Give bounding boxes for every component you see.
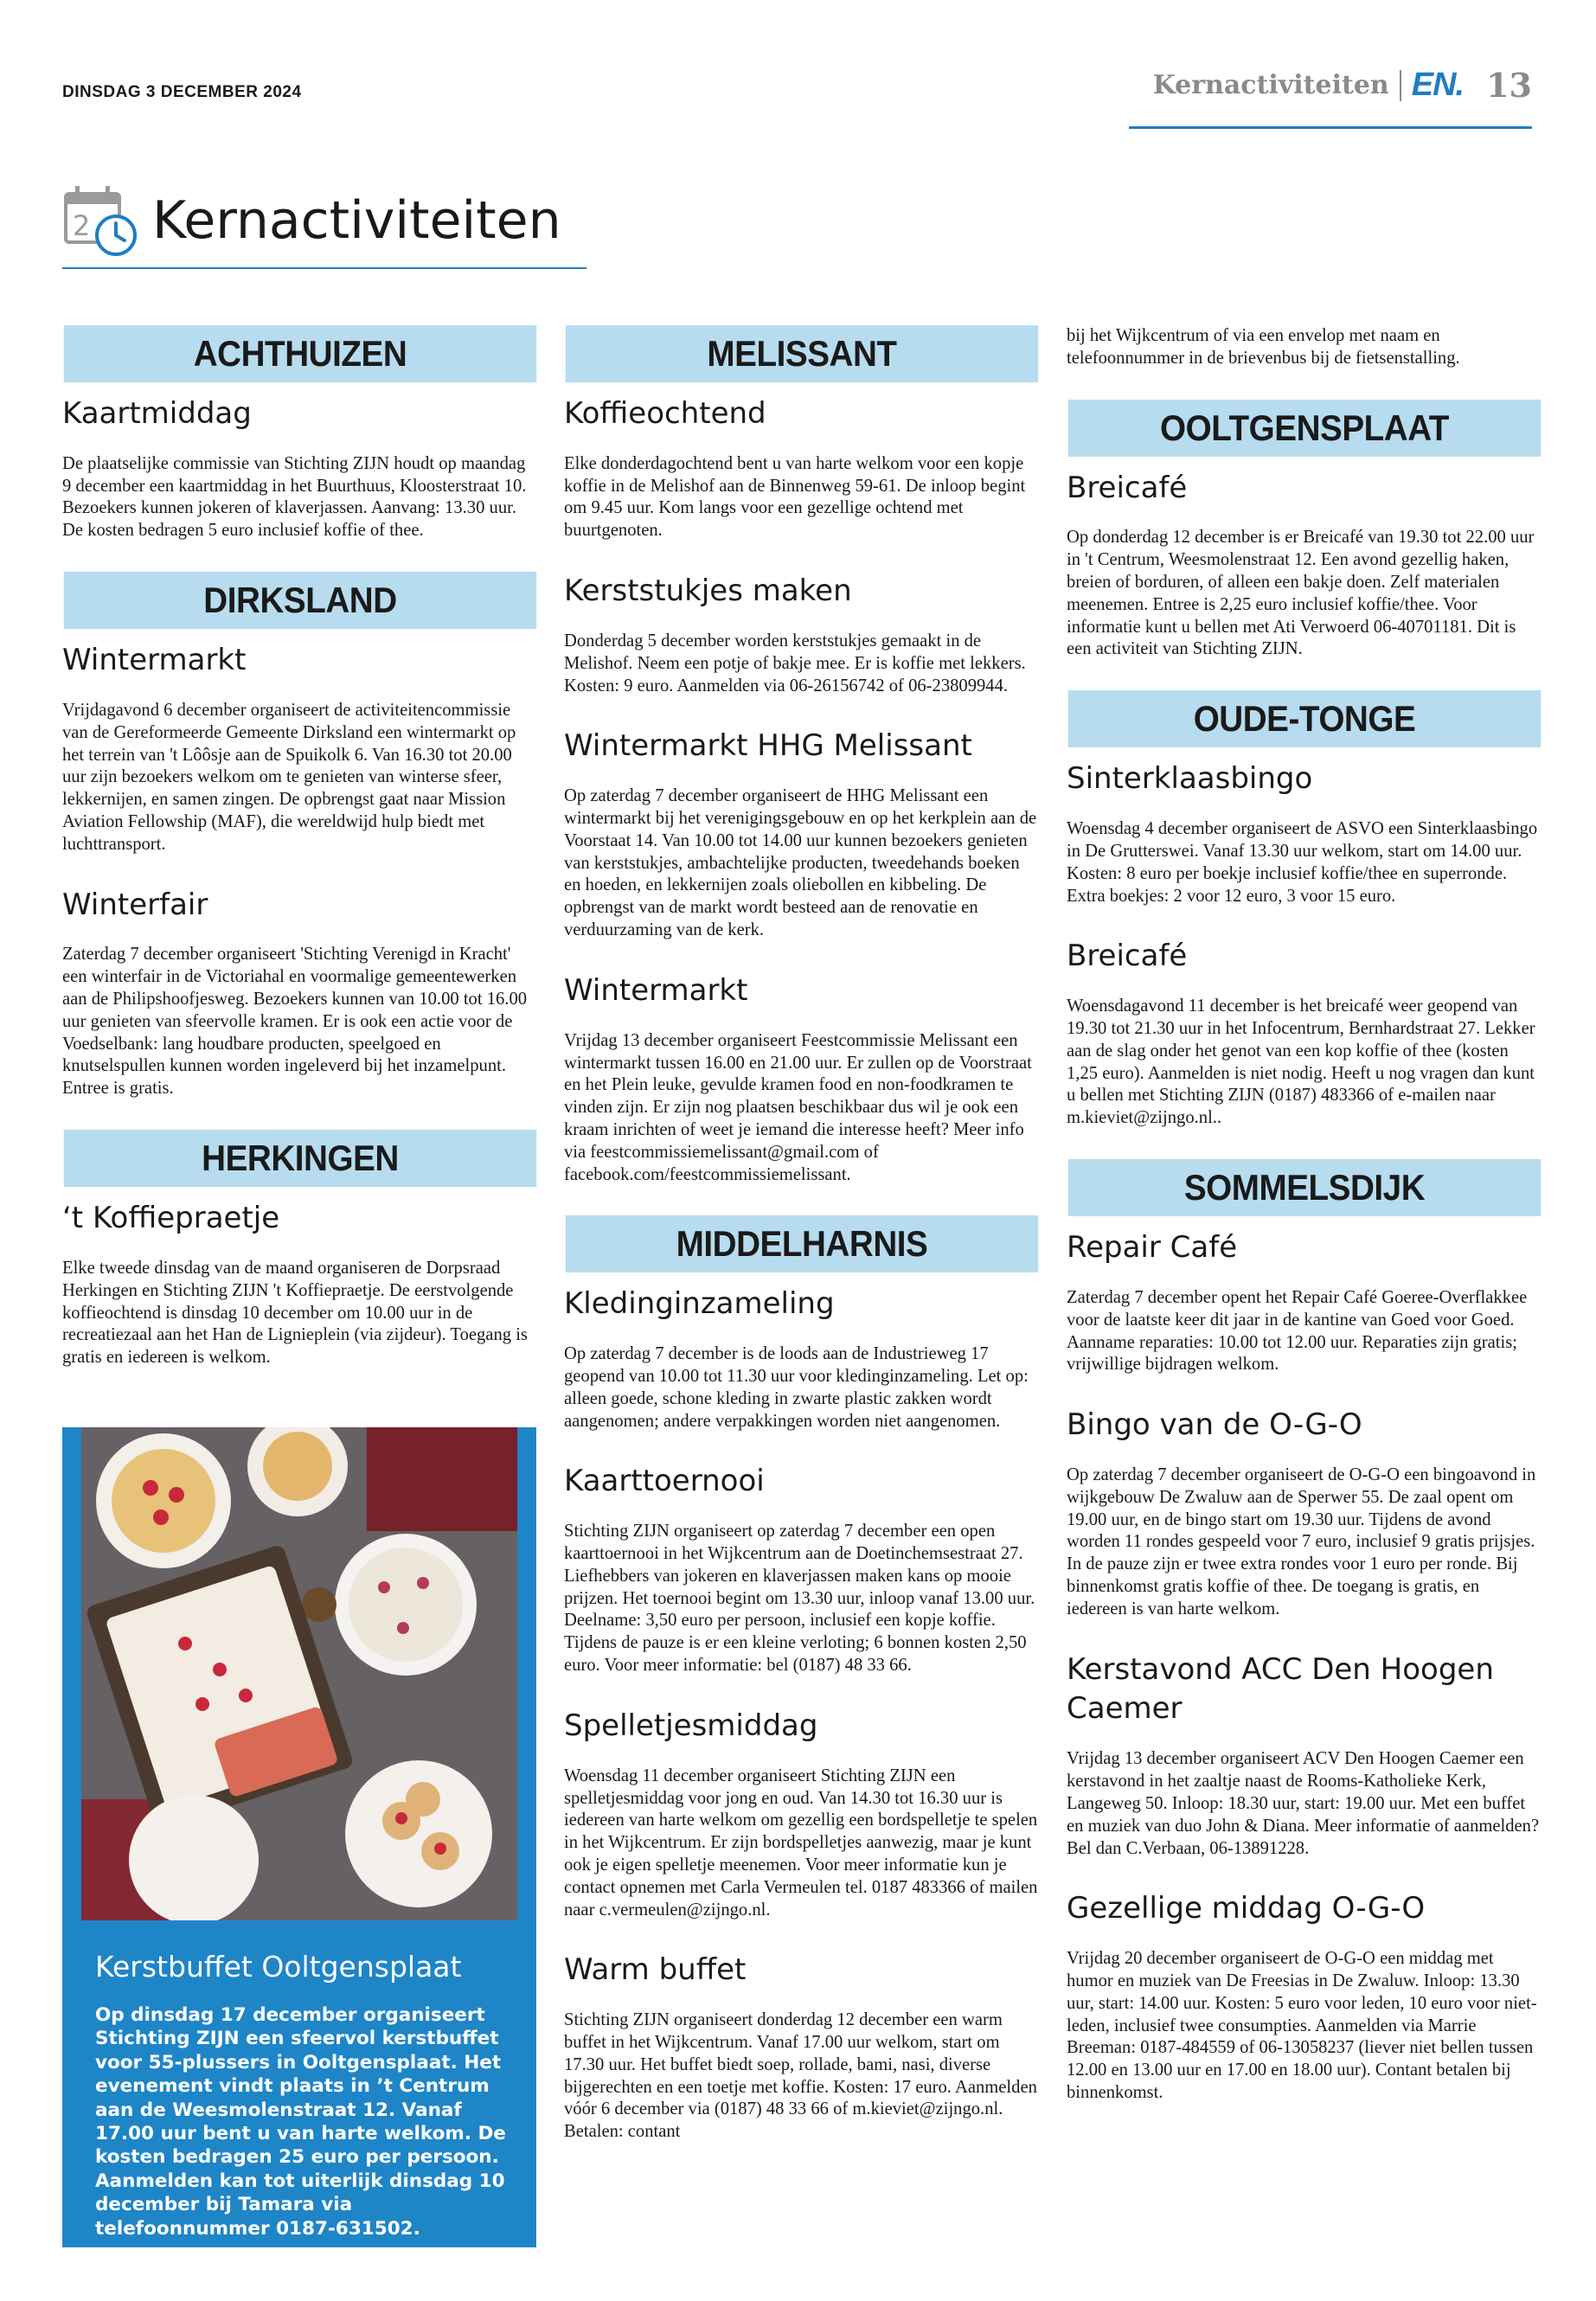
column-1 [62,325,538,1399]
town-banner [1067,1159,1542,1216]
article-body: Op zaterdag 7 december organiseert de HHG Melissant een wintermarkt bij het verenigingsgebouw en op het kerkplein aan de Voorstaat 14. Van 10.00 tot 14.00 uur kunnen bezoekers genieten van kerststukjes, ambachtelijke producten, tweedehands boeken en hoeden, en lekkernijen zoals oliebollen en kibbeling. De opbrengst van de markt wordt besteed aan de renovatie en verduurzaming van de kerk. [564,786,1037,940]
article-heading: Warm buffet [564,1952,747,1988]
article-heading: Kerstavond ACC Den Hoogen Caemer [1067,1651,1494,1727]
article-heading: Wintermarkt HHG Melissant [564,728,972,764]
town-banner [62,325,538,382]
page-header [1153,66,1532,105]
newspaper-logo: EN. [1411,67,1465,103]
article-body: bij het Wijkcentrum of via een envelop met naam en telefoonnummer in de brievenbus bij de fietsenstalling. [1067,326,1460,368]
article-heading: Kerststukjes maken [564,574,852,609]
article-body: Woensdag 11 december organiseert Stichting ZIJN een spelletjesmiddag voor jong en oud. Van 14.30 tot 16.30 uur is iedereen van harte welkom om gezellig een bordspelletje te spelen in het Wijkcentrum. Er zijn bordspelletjes aanwezig, maar je kunt ook je eigen spelletje meenemen. Voor meer informatie kun je contact opnemen met Carla Vermeulen tel. 0187 483366 of mailen naar c.vermeulen@zijngo.nl. [564,1766,1038,1920]
article-body: Vrijdag 13 december organiseert ACV Den Hoogen Caemer een kerstavond in het zaaltje naast de Rooms-Katholieke Kerk, Langeweg 50. Inloop: 18.30 uur, start: 19.00 uur. Met een buffet en muziek van duo John & Diana. Meer informatie of aanmelden? Bel dan C.Verbaan, 06-13891228. [1067,1749,1540,1858]
town-banner [1067,690,1542,747]
town-name: DIRKSLAND [64,572,536,629]
article-body: Stichting ZIJN organiseert op zaterdag 7 december een open kaarttoernooi in het Wijkcentrum aan de Doetinchemsestraat 27. Liefhebbers van jokeren en klaverjassen maken kans op mooie prijzen. Het toernooi begint om 13.30 uur, inloop vanaf 13.00 uur. Deelname: 3,50 euro per persoon, inclusief een kopje koffie. Tijdens de pauze is er een kleine verloting; 6 bonnen kosten 2,50 euro. Voor meer informatie: bel (0187) 48 33 66. [564,1522,1035,1676]
issue-date: DINSDAG 3 DECEMBER 2024 [62,83,302,101]
article-heading: Kledinginzameling [564,1286,835,1322]
article-body: Elke tweede dinsdag van de maand organiseren de Dorpsraad Herkingen en Stichting ZIJN 't Koffiepraetje. De eerstvolgende koffieochtend is dinsdag 10 december om 10.00 uur in de recreatiezaal aan het Han de Lignieplein (via zijdeur). Toegang is gratis en iedereen is welkom. [62,1258,528,1368]
section-name: Kernactiviteiten [1152,70,1389,100]
article-heading: Kaartmiddag [62,396,252,431]
article-heading: Gezellige middag O-G-O [1067,1891,1426,1926]
christmas-food-photo [81,1427,517,1920]
article-heading: Repair Café [1067,1230,1238,1266]
article-body: Woensdagavond 11 december is het breicafé weer geopend van 19.30 tot 21.30 uur in het Infocentrum, Bernhardstraat 27. Lekker aan de slag onder het genot van een kop koffie of thee (kosten 1,25 euro). Aanmelden is niet nodig. Heeft u nog vragen dan kunt u bellen met Stichting ZIJN (0187) 483366 of e-mailen naar m.kieviet@zijngo.nl.. [1067,997,1535,1128]
article-heading: Kaarttoernooi [564,1464,765,1499]
svg-text:2: 2 [73,209,91,242]
article-heading: Bingo van de O-G-O [1067,1407,1362,1443]
town-banner [1067,400,1542,457]
article-heading: ‘t Koffiepraetje [62,1201,280,1236]
article-body: Zaterdag 7 december organiseert 'Stichting Verenigd in Kracht' een winterfair in de Victoriahal en voormalige gemeentewerken aan de Philipshoofjesweg. Bezoekers kunnen van 10.00 tot 16.00 uur genieten van sfeervolle kramen. Er is ook een actie voor de Voedselbank: lang houdbare producten, speelgoed en knutselspullen kunnen worden ingeleverd bij het inzamelpunt. Entree is gratis. [62,945,528,1099]
promo-text: Op dinsdag 17 december organiseert Stichting ZIJN een sfeervol kerstbuffet voor 55-plussers in Ooltgensplaat. Het evenement vindt plaats in ’t Centrum aan de Weesmolenstraat 12. Vanaf 17.00 uur bent u van harte welkom. De kosten bedragen 25 euro per persoon. Aanmelden kan tot uiterlijk dinsdag 10 december bij Tamara via telefoonnummer 0187-631502. [95,2004,506,2240]
town-banner [62,1130,538,1187]
page-number: 13 [1486,66,1532,105]
header-rule [1129,126,1532,129]
article-body: Zaterdag 7 december opent het Repair Café Goeree-Overflakkee voor de laatste keer dit jaar in de kantine van Goed voor Goed. Aanname reparaties: 10.00 tot 12.00 uur. Reparaties zijn gratis; vrijwillige bijdragen welkom. [1067,1287,1528,1375]
town-name: ACHTHUIZEN [64,325,536,382]
town-banner [564,325,1040,382]
article-body: Donderdag 5 december worden kerststukjes gemaakt in de Melishof. Neem een potje of bakje mee. Er is koffie met lekkers. Kosten: 9 euro. Aanmelden via 06-26156742 of 06-23809944. [564,631,1026,695]
promo-title: Kerstbuffet Ooltgensplaat [95,1950,462,1984]
article-body: Op donderdag 12 december is er Breicafé van 19.30 tot 22.00 uur in 't Centrum, Weesmolenstraat 12. Een avond gezellig haken, breien of borduren, of alleen een bakje doen. Zelf materialen meenemen. Entree is 2,25 euro inclusief koffie/thee. Voor informatie kunt u bellen met Ati Verwoerd 06-40701181. Dit is een activiteit van Stichting ZIJN. [1067,528,1535,659]
article-heading: Spelletjesmiddag [564,1708,818,1743]
article-body: Op zaterdag 7 december is de loods aan de Industrieweg 17 geopend van 10.00 tot 11.30 uur voor kledinginzameling. Let op: alleen goede, schone kleding in zwarte plastic zakken wordt aangenomen; andere verpakkingen worden niet aangenomen. [564,1344,1029,1431]
promo-box [62,1427,536,2247]
article-heading: Wintermarkt [564,972,748,1008]
column-3 [1067,325,1542,2134]
town-banner [564,1215,1040,1272]
article-heading: Koffieochtend [564,396,766,431]
page-title-block [62,182,561,260]
column-2 [564,325,1040,2173]
page-title: Kernactiviteiten [152,190,561,251]
article-body: Vrijdagavond 6 december organiseert de activiteitencommissie van de Gereformeerde Gemeente Dirksland een wintermarkt op het terrein van 't Lôôsje aan de Spuikolk 6. Van 16.30 tot 20.00 uur zijn bezoekers welkom om te genieten van winterse sfeer, lekkernijen, en samen zingen. De opbrengst gaat naar Mission Aviation Fellowship (MAF), die wereldwijd hulp biedt met luchttransport. [62,700,516,854]
article-body: Op zaterdag 7 december organiseert de O-G-O een bingoavond in wijkgebouw De Zwaluw aan de Sperwer 55. De zaal opent om 19.00 uur, en de bingo start om 19.30 uur. Tijdens de avond worden 11 rondes gespeeld voor 7 euro, inclusief 9 gratis prijsjes. In de pauze zijn er twee extra rondes voor 1 euro per ronde. Bij binnenkomst gratis koffie of thee. De toegang is gratis, en iedereen is van harte welkom. [1067,1465,1536,1618]
article-heading: Sinterklaasbingo [1067,761,1313,797]
town-name: HERKINGEN [64,1130,536,1187]
article-heading: Breicafé [1067,939,1188,974]
article-heading: Wintermarkt [62,643,247,678]
town-name: SOMMELSDIJK [1068,1159,1541,1216]
town-banner [62,572,538,629]
town-name: OUDE-TONGE [1068,690,1541,747]
calendar-clock-icon [62,182,140,260]
article-body: Woensdag 4 december organiseert de ASVO een Sinterklaasbingo in De Grutterswei. Vanaf 13.30 uur welkom, start om 14.00 uur. Kosten: 8 euro per boekje inclusief koffie/thee en superronde. Extra boekjes: 2 voor 12 euro, 3 voor 15 euro. [1067,819,1538,906]
town-name: MIDDELHARNIS [566,1215,1038,1272]
header-divider [1400,70,1401,101]
title-rule [62,267,586,269]
article-body: Elke donderdagochtend bent u van harte welkom voor een kopje koffie in de Melishof aan de Binnenweg 59-61. De inloop begint om 9.45 uur. Kom langs voor een gezellige ochtend met buurtgenoten. [564,453,1026,541]
article-body: De plaatselijke commissie van Stichting ZIJN houdt op maandag 9 december een kaartmiddag in het Buurthuus, Kloosterstraat 10. Bezoekers kunnen jokeren of klaverjassen. Aanvang: 13.30 uur. De kosten bedragen 5 euro inclusief koffie of thee. [62,453,527,541]
article-body: Vrijdag 13 december organiseert Feestcommissie Melissant een wintermarkt tussen 16.00 en 21.00 uur. Er zullen op de Voorstraat en het Plein leuke, gevulde kramen food en non-foodkramen te vinden zijn. Er zijn nog plaatsen beschikbaar dus wil je ook een kraam inrichten of weet je iemand die interesse heeft? Meer info via feestcommissiemelissant@gmail.com of facebook.com/feestcommissiemelissant. [564,1030,1032,1184]
article-heading: Breicafé [1067,470,1188,505]
article-body: Vrijdag 20 december organiseert de O-G-O een middag met humor en muziek van De Freesias in De Zwaluw. Inloop: 13.30 uur, start: 14.00 uur. Kosten: 5 euro voor leden, 10 euro voor niet-leden, inclusief twee consumpties. Aanmelden via Marrie Breeman: 0187-484559 of 06-13058237 (liever niet bellen tussen 12.00 en 13.00 uur en 17.00 en 18.00 uur). Contant betalen bij binnenkomst. [1067,1949,1537,2102]
town-name: OOLTGENSPLAAT [1068,400,1541,457]
article-body: Stichting ZIJN organiseert donderdag 12 december een warm buffet in het Wijkcentrum. Vanaf 17.00 uur welkom, start om 17.30 uur. Het buffet biedt soep, rollade, bami, nasi, diverse bijgerechten en een toetje met koffie. Kosten: 17 euro. Aanmelden vóór 6 december via (0187) 48 33 66 of m.kieviet@zijngo.nl. Betalen: contant [564,2010,1037,2142]
article-heading: Winterfair [62,887,208,922]
town-name: MELISSANT [566,325,1038,382]
